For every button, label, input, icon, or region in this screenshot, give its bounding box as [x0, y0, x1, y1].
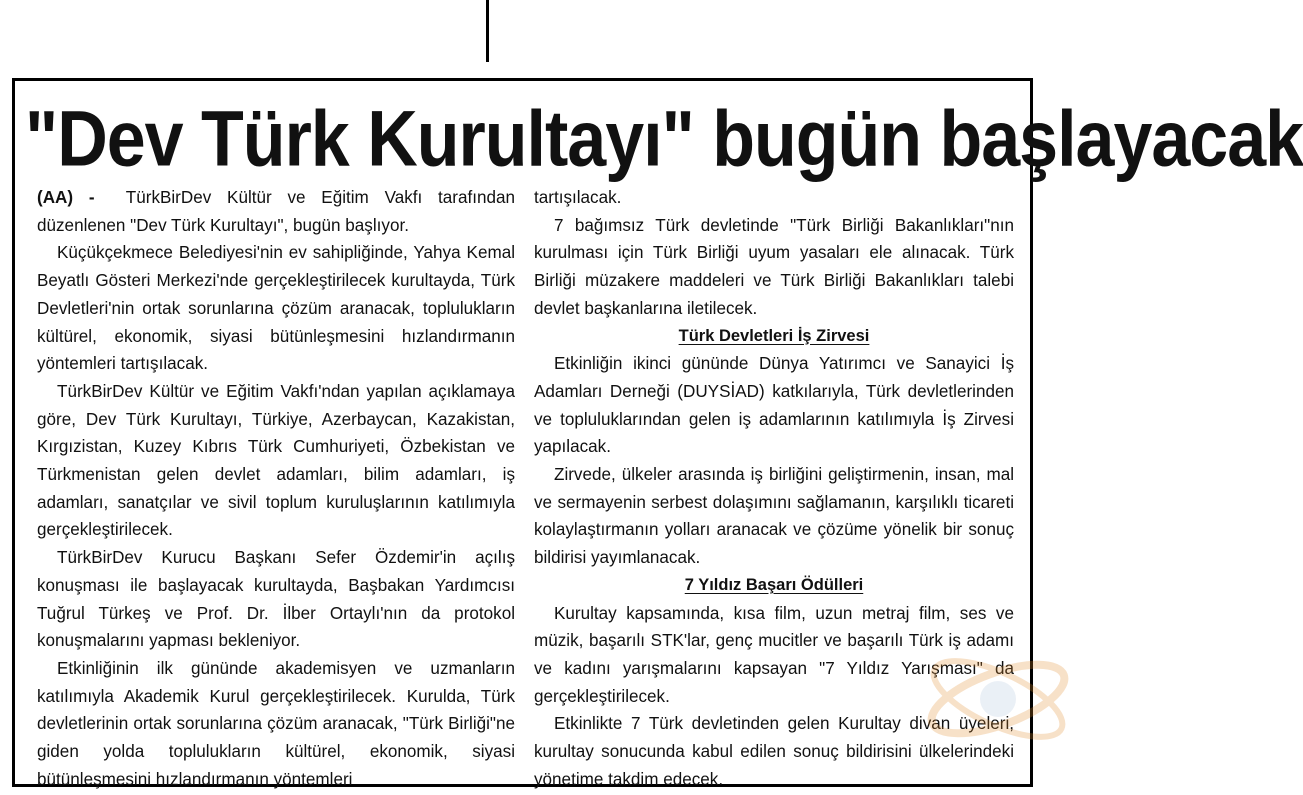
- subheading-awards: 7 Yıldız Başarı Ödülleri: [684, 575, 864, 594]
- watermark-logo-icon: [918, 619, 1038, 779]
- paragraph: Etkinlikte 7 Türk devletinden gelen Kurultay divan üyeleri, kurultay sonucunda kabul edilen sonuç bildirisini ülkelerindeki yönetime takdim edecek.: [534, 714, 1014, 789]
- subheading-business-summit: Türk Devletleri İş Zirvesi: [678, 326, 870, 345]
- paragraph: Küçükçekmece Belediyesi'nin ev sahipliğinde, Yahya Kemal Beyatlı Gösteri Merkezi'nde gerçekleştirilecek kurultayda, Türk Devletleri'nin ortak sorunlarına çözüm aranacak, toplulukların kültürel, ekonomik, siyasi bütünleşmesini hızlandırmanın yöntemleri tartışılacak.: [37, 243, 515, 374]
- headline: "Dev Türk Kurultayı" bugün başlayacak: [25, 95, 1303, 183]
- paragraph: TürkBirDev Kurucu Başkanı Sefer Özdemir'in açılış konuşması ile başlayacak kurultayda, Başbakan Yardımcısı Tuğrul Türkeş ve Prof. Dr. İlber Ortaylı'nın da protokol konuşmalarını yapması bekleniyor.: [37, 548, 515, 651]
- paragraph: Kurultay kapsamında, kısa film, uzun metraj film, ses ve müzik, başarılı STK'lar, genç mucitler ve başarılı Türk iş adamı ve kadını yarışmalarını kapsayan "7 Yıldız Yarışması" da gerçekleştirilecek.: [534, 603, 1014, 706]
- paragraph: Etkinliğinin ilk gününde akademisyen ve uzmanların katılımıyla Akademik Kurul gerçekleştirilecek. Kurulda, Türk devletlerinin ortak sorunlarına çözüm aranacak, "Türk Birliği"ne giden yolda toplulukların kültürel, ekonomik, siyasi bütünleşmesini hızlandırmanın yöntemleri: [37, 658, 515, 789]
- left-column: [37, 184, 515, 793]
- paragraph: 7 bağımsız Türk devletinde "Türk Birliği Bakanlıkları"nın kurulması için Türk Birliği uyum yasaları ele alınacak. Türk Birliği müzakere maddeleri ve Türk Birliği Bakanlıkları talebi devlet başkanlarına iletilecek.: [534, 215, 1014, 318]
- paragraph-text: TürkBirDev Kültür ve Eğitim Vakfı tarafından düzenlenen "Dev Türk Kurultayı", bugün başlıyor.: [37, 188, 516, 235]
- article-frame: [12, 78, 1303, 789]
- continued-text: tartışılacak.: [534, 188, 622, 207]
- paragraph: TürkBirDev Kültür ve Eğitim Vakfı'ndan yapılan açıklamaya göre, Dev Türk Kurultayı, Türkiye, Azerbaycan, Kazakistan, Kırgızistan, Kuzey Kıbrıs Türk Cumhuriyeti, Özbekistan ve Türkmenistan gelen devlet adamları, bilim adamları, iş adamları, sanatçılar ve sivil toplum kuruluşlarının katılımıyla gerçekleştirilecek.: [37, 381, 515, 540]
- paragraph: Etkinliğin ikinci gününde Dünya Yatırımcı ve Sanayici İş Adamları Derneği (DUYSİAD) katkılarıyla, Türk devletlerinden ve topluluklarından gelen iş adamlarının katılımıyla İş Zirvesi yapılacak.: [534, 354, 1014, 457]
- news-source: (AA) -: [37, 188, 95, 207]
- lead-paragraph: [37, 184, 515, 239]
- top-divider-line: [486, 0, 489, 62]
- paragraph: Zirvede, ülkeler arasında iş birliğini geliştirmenin, insan, mal ve sermayenin serbest dolaşımını sağlamanın, karşılıklı ticareti kolaylaştırmanın yolları aranacak ve çözüme yönelik bir sonuç bildirisi yayımlanacak.: [534, 465, 1014, 568]
